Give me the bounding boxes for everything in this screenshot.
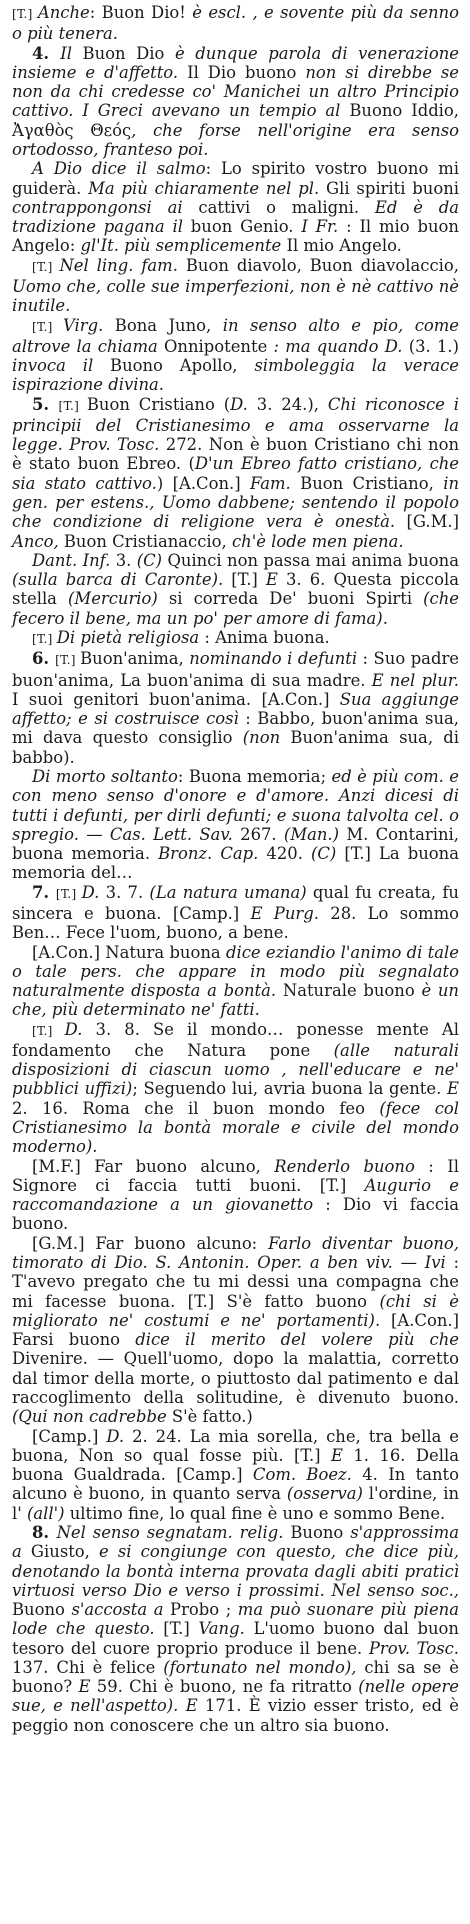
text-run: (chi si è migliorato ne' costumi e ne' portamenti). <box>12 1291 459 1330</box>
text-run: 4. In tanto alcuno è buono, in quanto serva <box>12 1465 459 1504</box>
text-run: s'accosta a <box>71 1600 164 1620</box>
text-run: e si congiunge con questo, che dice più, denotando la bontà interna provata dagli abiti praticì virtuosi verso Dio e verso i prossimi. Nel senso soc., <box>12 1542 459 1600</box>
text-run: Di pietà religiosa <box>56 628 200 647</box>
text-run: Chi riconosce i principii del Cristianesimo e ama osservarne la legge. Prov. Tosc. <box>12 394 459 455</box>
text-run: Il <box>60 43 72 63</box>
text-run: (Qui non cadrebbe <box>12 1407 167 1427</box>
text-run: [T.] <box>32 1023 65 1038</box>
dictionary-paragraph <box>12 1157 459 1234</box>
text-run: (fortunato nel mondo), <box>163 1657 357 1677</box>
text-run: (non <box>242 728 281 748</box>
text-run: 7. <box>32 882 56 902</box>
text-run: (3. 1.) <box>402 336 459 356</box>
text-run: M. Contarini, buona memoria. <box>12 824 459 864</box>
text-run: Buono <box>12 1600 72 1620</box>
text-run: Buono Iddio, <box>340 101 460 121</box>
dictionary-paragraph <box>12 649 459 767</box>
text-run: D. <box>106 1426 125 1446</box>
text-run: D. <box>81 882 100 902</box>
text-run: Buon Cristianaccio, <box>58 531 232 551</box>
dictionary-paragraph <box>12 767 459 883</box>
text-run: Bronz. Cap. <box>158 844 259 864</box>
text-run: D. <box>230 394 248 414</box>
text-run: [G.M.] Far buono alcuno: <box>32 1233 269 1253</box>
text-run: Com. Boez. <box>252 1465 352 1485</box>
text-run: , che forse nell'origine era senso ortodosso, franteso poi. <box>12 120 459 159</box>
text-run: 3. 6. Questa piccola stella <box>12 570 459 609</box>
text-run: in senso alto e pio, come altrove la chiama <box>12 315 459 356</box>
text-run: S'è fatto.) <box>166 1407 253 1427</box>
text-run: Buon diavolo, Buon diavolaccio, <box>177 255 459 275</box>
text-run: nominando i defunti <box>189 649 358 669</box>
text-run: 420. <box>258 844 311 864</box>
text-run: Divenire. — Quell'uomo, dopo la malattia, corretto dal timor della morte, o piuttosto dal patimento e dal raccoglimento della solitudine, è divenuto buono. <box>12 1349 459 1407</box>
text-run: [T.] La buona memoria del… <box>12 844 459 883</box>
text-run: Nel senso segnatam. relig. <box>56 1522 284 1542</box>
text-run: E <box>447 1079 459 1099</box>
text-run: : Babbo, buon'anima sua, mi dava questo consiglio <box>12 709 460 748</box>
text-run: : Il Signore ci faccia tutti buoni. [T.] <box>12 1156 459 1195</box>
text-run: 59. Chi è buono, ne fa ritratto <box>90 1677 359 1697</box>
text-run <box>178 1696 185 1715</box>
text-run: Uomo che, colle sue imperfezioni, non è nè cattivo nè inutile. <box>12 276 459 316</box>
text-run: Nel ling. fam. <box>59 255 178 275</box>
text-run: gl'It. più semplicemente <box>80 236 282 256</box>
dictionary-paragraph <box>12 159 459 255</box>
text-run: Probo ; <box>163 1600 238 1620</box>
text-run: Ed è da tradizione pagana il <box>12 197 459 237</box>
text-run: [Camp.] <box>32 1426 107 1446</box>
text-run: 2. 24. La mia sorella, che, tra bella e buona, Non so qual fosse più. [T.] <box>12 1426 460 1465</box>
text-run: A Dio dice il salmo <box>32 159 206 179</box>
text-run: D'un Ebreo fatto cristiano, che sia stato cattivo. <box>12 454 459 493</box>
text-run: [T.] <box>223 570 266 590</box>
text-run: [T.] <box>55 886 82 901</box>
text-run: dice il merito del volere più che <box>135 1330 459 1350</box>
text-run: [T.] <box>154 1619 199 1639</box>
text-run: ed è più com. e con meno senso d'onore e d'amore. Anzi dicesi di tutti i defunti, per dirli defunti; e suona talvolta cel. o spregio. — Cas. Lett. Sav. <box>12 766 459 844</box>
text-run: Dant. Inf. <box>32 550 111 570</box>
text-run: qual fu creata, fu sincera e buona. [Camp.] <box>12 882 459 923</box>
dictionary-paragraph <box>12 551 459 628</box>
text-run: ma può suonare più piena lode che questo. <box>12 1600 460 1639</box>
text-run: 171. È vizio esser tristo, ed è peggio non conoscere che un altro sia buono. <box>12 1696 459 1735</box>
text-run: Anco, <box>12 531 59 551</box>
dictionary-paragraph <box>12 628 459 649</box>
text-run: Renderlo buono <box>274 1156 415 1176</box>
text-run: contrappongonsi ai <box>12 197 183 217</box>
text-run: [T.] <box>32 632 57 646</box>
text-run: 28. Lo sommo Ben… Fece l'uom, buono, a bene. <box>12 903 459 943</box>
text-run: 3. 8. Se il mondo… ponesse mente Al fondamento che Natura pone <box>12 1019 459 1060</box>
text-run: : Buona memoria; <box>177 766 332 786</box>
text-run: Sua aggiunge affetto; e si costruisce così <box>12 689 459 729</box>
text-run: : ma quando D. <box>273 336 403 356</box>
text-run: è un che, più determinato ne' fatti. <box>12 981 459 1020</box>
text-run: [T.] <box>55 653 81 668</box>
text-run: : Lo spirito vostro buono mi guiderà. <box>12 159 459 198</box>
dictionary-paragraph <box>12 316 459 395</box>
dictionary-paragraph <box>12 1234 459 1427</box>
dictionary-paragraph <box>12 44 459 160</box>
text-run: 3. <box>110 550 137 570</box>
text-run: [T.] <box>32 259 60 274</box>
text-run: Il Dio buono <box>178 62 306 82</box>
text-run: 267. <box>232 824 284 844</box>
text-run: Buon Dio <box>71 43 176 63</box>
text-run: [G.M.] <box>395 512 459 532</box>
dictionary-page <box>12 3 459 1735</box>
text-run: (alle naturali disposizioni di ciascun uomo , nell'educare e ne' pubblici uffizi) <box>12 1040 460 1099</box>
text-run: Ma più chiaramente nel pl. <box>88 178 320 198</box>
text-run: E <box>78 1677 91 1697</box>
text-run: : T'avevo pregato che tu mi dessi una compagna che mi facesse buona. [T.] S'è fatto buono <box>12 1253 459 1311</box>
text-run: dice eziandio l'animo di tale o tale pers. che appare in modo più segnalato naturalmente disposta a bontà. <box>12 942 459 1001</box>
text-run: Augurio e raccomandazione a un giovanetto <box>12 1175 459 1215</box>
text-run: Buono <box>283 1522 351 1542</box>
text-run: [M.F.] Far buono alcuno, <box>32 1156 275 1176</box>
text-run: chi sa se è buono? <box>12 1657 459 1697</box>
text-run: (sulla barca di Caronte). <box>12 570 224 590</box>
text-run: : Dio vi faccia buono. <box>12 1195 460 1234</box>
text-run: 2. 16. Roma che il buon mondo feo <box>12 1098 380 1118</box>
text-run: E nel plur. <box>371 670 459 690</box>
text-run: Ἀγαθὸς Θεός <box>12 120 132 140</box>
dictionary-paragraph <box>12 3 459 44</box>
text-run: [T.] <box>58 398 87 413</box>
text-run: E Purg. <box>250 903 319 923</box>
text-run: (Man.) <box>283 824 340 844</box>
text-run: E <box>185 1696 198 1716</box>
text-run: è dunque parola di venerazione insieme e d'affetto. <box>12 43 459 82</box>
text-run: Onnipotente <box>157 336 274 356</box>
text-run: (C) <box>136 550 163 570</box>
text-run: Di morto soltanto <box>32 766 178 786</box>
text-run: [T.] <box>32 319 63 334</box>
text-run: cattivi o maligni. <box>182 197 375 217</box>
text-run: L'uomo buono dal buon tesoro del cuore proprio produce il bene. <box>12 1619 459 1658</box>
text-run: Buon Cristiano ( <box>86 394 231 414</box>
text-run: simboleggia la verace ispirazione divina. <box>12 356 459 395</box>
text-run: (all') <box>26 1503 65 1523</box>
text-run: [A.Con.] Natura buona <box>32 942 226 962</box>
text-run: 137. Chi è felice <box>12 1657 164 1677</box>
text-run: (che fecero il bene, ma un po' per amore di fama). <box>12 589 459 628</box>
text-run: (C) <box>311 844 337 864</box>
text-run: Fam. <box>249 473 291 493</box>
text-run: Vang. <box>198 1619 245 1639</box>
text-run: 5. <box>32 394 59 414</box>
text-run: non si direbbe se non da chi credesse co' Manichei un altro Principio cattivo. I Greci avevano un tempio al <box>12 62 459 121</box>
text-run: (osserva) <box>286 1484 363 1504</box>
text-run: (La natura umana) <box>149 882 307 902</box>
text-run: è escl. , e sovente più da senno o più tenera. <box>12 3 459 44</box>
text-run: Naturale buono <box>276 981 422 1001</box>
text-run: Buono Apollo, <box>93 356 255 376</box>
text-run: : Buon Dio! <box>89 3 193 22</box>
text-run: 272. Non è buon Cristiano chi non è stato buon Ebreo. ( <box>12 435 459 474</box>
text-run: si correda De' buoni Spirti <box>157 589 424 609</box>
text-run: (fece col Cristianesimo la bontà morale e civile del mondo moderno). <box>12 1098 460 1157</box>
text-run: Gli spiriti buoni <box>319 178 460 198</box>
text-run: 4. <box>32 43 61 63</box>
text-run: Virg. <box>62 315 104 335</box>
text-run: 1. 16. Della buona Gualdrada. [Camp.] <box>12 1445 459 1485</box>
text-run: Il mio Angelo. <box>281 236 402 256</box>
dictionary-paragraph <box>12 1427 459 1523</box>
text-run: 8. <box>32 1522 57 1542</box>
text-run: 3. 7. <box>99 882 150 902</box>
text-run: I suoi genitori buon'anima. [A.Con.] <box>12 689 340 709</box>
text-run: Farlo diventar buono, timorato di Dio. S. Antonin. Oper. a ben viv. — Ivi <box>12 1233 459 1272</box>
text-run: : Suo padre buon'anima, La buon'anima di sua madre. <box>12 649 459 690</box>
text-run: ) [A.Con.] <box>156 473 250 493</box>
text-run: in gen. per estens., Uomo dabbene; sentendo il popolo che condizione di religione vera è onestà. <box>12 473 460 532</box>
text-run: ch'è lode men piena. <box>231 531 404 551</box>
text-run: Anche <box>37 3 90 22</box>
text-run: s'approssima a <box>12 1522 459 1562</box>
text-run: invoca il <box>12 356 94 376</box>
dictionary-paragraph <box>12 1523 459 1735</box>
text-run: Buon Cristiano, <box>290 473 444 493</box>
text-run: 6. <box>32 649 56 669</box>
text-run: ultimo fine, lo qual fine è uno e sommo Bene. <box>64 1503 446 1523</box>
text-run: Prov. Tosc. <box>368 1638 459 1658</box>
text-run: 3. 24.), <box>247 394 328 414</box>
text-run: Buon'anima sua, di babbo). <box>12 728 460 767</box>
text-run: D. <box>64 1019 83 1039</box>
dictionary-paragraph <box>12 1020 459 1157</box>
text-run: [A.Con.] Farsi buono <box>12 1310 459 1350</box>
text-run: l'ordine, in l' <box>12 1484 460 1523</box>
text-run: I Fr. <box>301 217 339 237</box>
text-run: : Anima buona. <box>199 628 330 647</box>
text-run: (nelle opere sue, e nell'aspetto). <box>12 1677 460 1716</box>
text-run: (Mercurio) <box>68 589 158 609</box>
text-run: E <box>330 1445 343 1465</box>
text-run: Quinci non passa mai anima buona <box>162 550 460 570</box>
text-run: ; Seguendo lui, avria buona la gente. <box>132 1079 448 1099</box>
text-run: Buon'anima, <box>80 649 190 669</box>
text-run: E <box>265 570 278 590</box>
text-run: Giusto, <box>21 1542 100 1562</box>
dictionary-paragraph <box>12 943 459 1020</box>
text-run: buon Genio. <box>182 217 302 237</box>
text-run: Bona Juno, <box>103 315 223 335</box>
text-run: [T.] <box>12 7 38 21</box>
text-run: : Il mio buon Angelo: <box>12 217 459 256</box>
dictionary-paragraph <box>12 395 459 551</box>
dictionary-paragraph <box>12 256 459 316</box>
dictionary-paragraph <box>12 883 459 943</box>
